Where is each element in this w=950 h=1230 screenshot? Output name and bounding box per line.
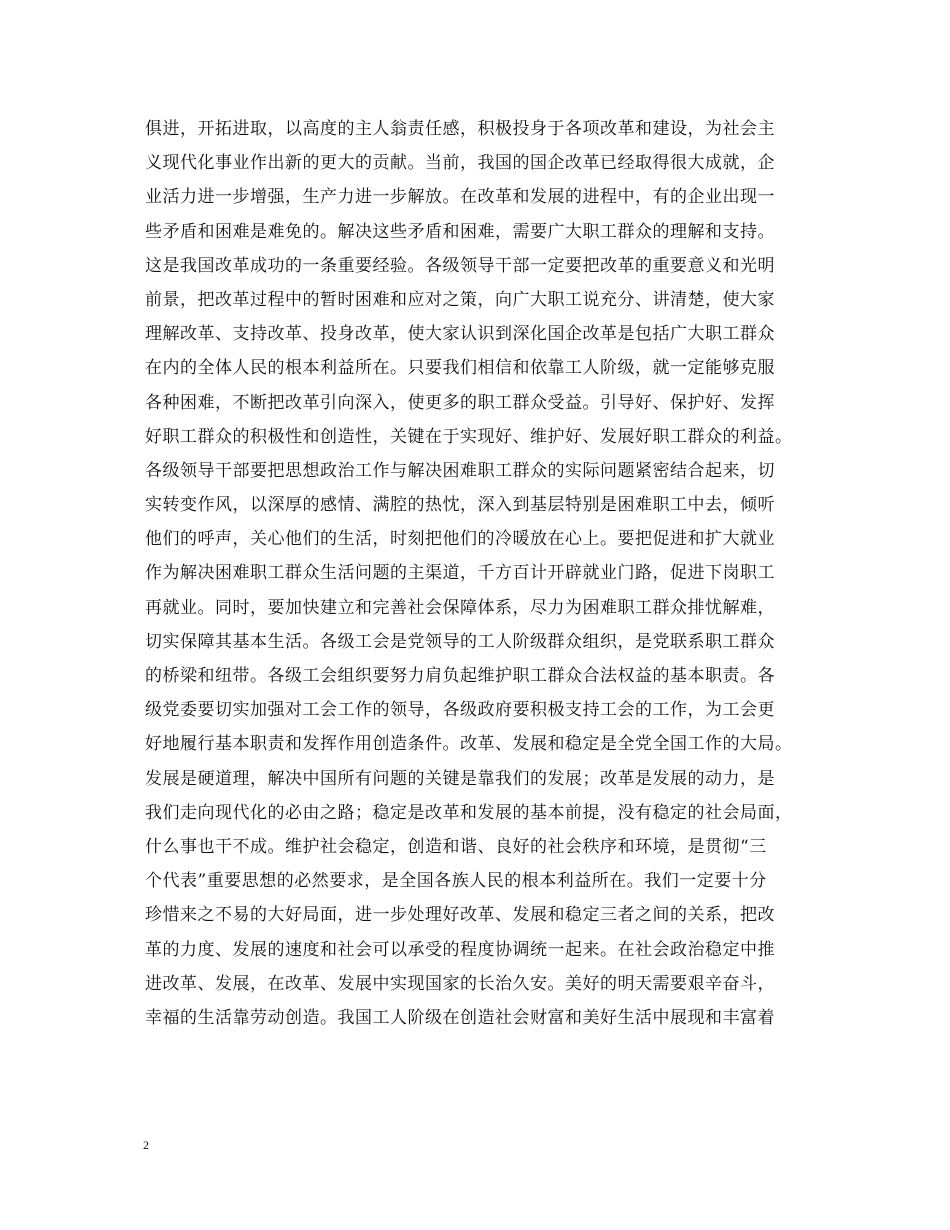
text-line: 革的力度、发展的速度和社会可以承受的程度协调统一起来。在社会政治稳定中推 [145, 939, 775, 960]
text-line: 俱进，开拓进取，以高度的主人翁责任感，积极投身于各项改革和建设，为社会主 [145, 119, 775, 139]
text-line: 发展是硬道理，解决中国所有问题的关键是靠我们的发展；改革是发展的动力，是 [145, 768, 775, 789]
text-line: 珍惜来之不易的大好局面，进一步处理好改革、发展和稳定三者之间的关系，把改 [145, 905, 775, 926]
text-line: 个代表”重要思想的必然要求，是全国各族人民的根本利益所在。我们一定要十分 [145, 871, 767, 892]
text-line: 这是我国改革成功的一条重要经验。各级领导干部一定要把改革的重要意义和光明 [145, 255, 775, 276]
text-line: 些矛盾和困难是难免的。解决这些矛盾和困难，需要广大职工群众的理解和支持。 [145, 221, 775, 242]
text-line: 作为解决困难职工群众生活问题的主渠道，千方百计开辟就业门路，促进下岗职工 [145, 563, 775, 584]
text-line: 在内的全体人民的根本利益所在。只要我们相信和依靠工人阶级，就一定能够克服 [145, 358, 775, 379]
text-line: 各种困难，不断把改革引向深入，使更多的职工群众受益。引导好、保护好、发挥 [145, 392, 775, 413]
text-line: 好职工群众的积极性和创造性，关键在于实现好、维护好、发展好职工群众的利益。 [145, 426, 793, 447]
text-line: 幸福的生活靠劳动创造。我国工人阶级在创造社会财富和美好生活中展现和丰富着 [145, 1007, 775, 1028]
text-line: 什么事也干不成。维护社会稳定，创造和谐、良好的社会秩序和环境，是贯彻“三 [145, 836, 767, 857]
text-line: 前景，把改革过程中的暂时困难和应对之策，向广大职工说充分、讲清楚，使大家 [145, 289, 775, 310]
text-line: 各级领导干部要把思想政治工作与解决困难职工群众的实际问题紧密结合起来，切 [145, 460, 775, 481]
text-line: 进改革、发展，在改革、发展中实现国家的长治久安。美好的明天需要艰辛奋斗， [145, 973, 775, 994]
text-line: 我们走向现代化的必由之路；稳定是改革和发展的基本前提，没有稳定的社会局面， [145, 802, 793, 823]
text-line: 业活力进一步增强，生产力进一步解放。在改革和发展的进程中，有的企业出现一 [145, 187, 775, 208]
body-text [145, 112, 825, 1035]
text-line: 实转变作风，以深厚的感情、满腔的热忱，深入到基层特别是困难职工中去，倾听 [145, 495, 775, 516]
page-number: 2 [143, 1138, 149, 1152]
text-line: 再就业。同时，要加快建立和完善社会保障体系，尽力为困难职工群众排忧解难， [145, 597, 775, 618]
text-line: 级党委要切实加强对工会工作的领导，各级政府要积极支持工会的工作，为工会更 [145, 700, 775, 721]
text-line: 他们的呼声，关心他们的生活，时刻把他们的冷暖放在心上。要把促进和扩大就业 [145, 529, 775, 550]
text-line: 切实保障其基本生活。各级工会是党领导的工人阶级群众组织，是党联系职工群众 [145, 631, 775, 652]
text-line: 好地履行基本职责和发挥作用创造条件。改革、发展和稳定是全党全国工作的大局。 [145, 734, 793, 755]
text-line: 义现代化事业作出新的更大的贡献。当前，我国的国企改革已经取得很大成就，企 [145, 153, 775, 174]
text-line: 的桥梁和纽带。各级工会组织要努力肩负起维护职工群众合法权益的基本职责。各 [145, 666, 775, 686]
text-line: 理解改革、支持改革、投身改革，使大家认识到深化国企改革是包括广大职工群众 [145, 324, 775, 345]
